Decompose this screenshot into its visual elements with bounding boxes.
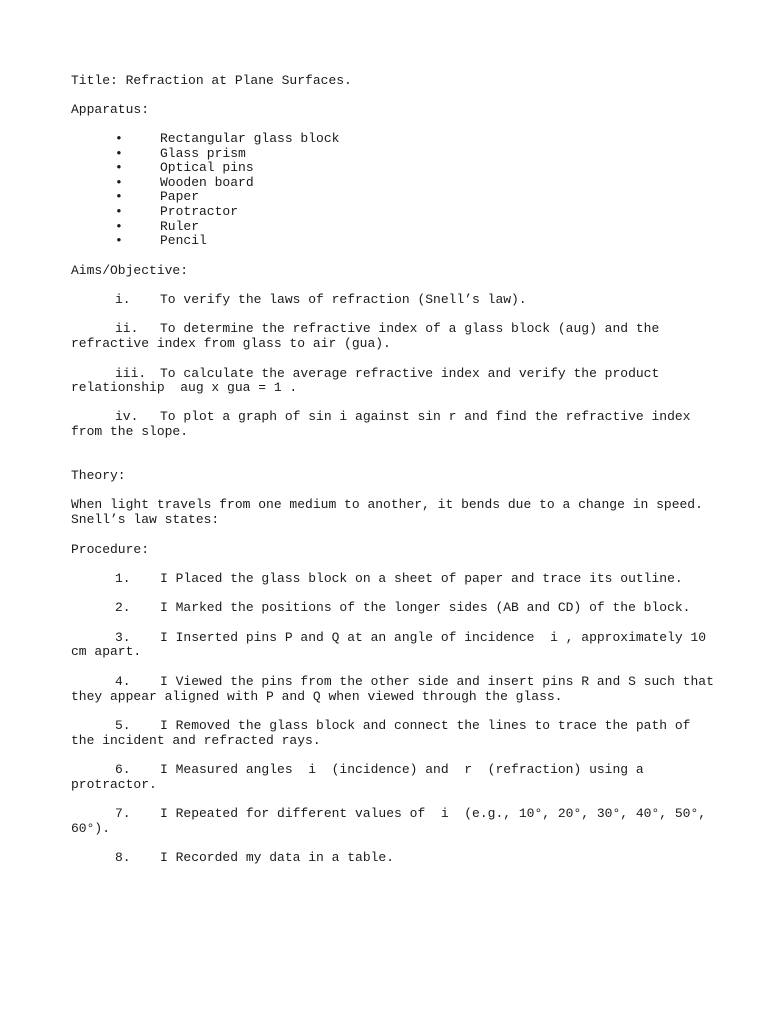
bullet-icon: • bbox=[115, 219, 123, 234]
step-marker: 5. bbox=[115, 718, 131, 733]
bullet-icon: • bbox=[115, 189, 123, 204]
step-text-continued: the incident and refracted rays. bbox=[71, 733, 321, 748]
list-item: • Pencil bbox=[115, 233, 207, 248]
list-item: • Optical pins bbox=[115, 160, 254, 175]
step-text: I Marked the positions of the longer sides (AB and CD) of the block. bbox=[160, 600, 691, 615]
aim-text-continued: from the slope. bbox=[71, 424, 189, 439]
bullet-icon: • bbox=[115, 204, 123, 219]
list-item: • Ruler bbox=[115, 219, 200, 234]
aim-text-continued: relationship aug x gua = 1 . bbox=[71, 380, 298, 395]
document-title: Title: Refraction at Plane Surfaces. bbox=[71, 73, 352, 88]
step-text: I Recorded my data in a table. bbox=[160, 850, 395, 865]
step-text-continued: protractor. bbox=[71, 777, 157, 792]
step-text-continued: cm apart. bbox=[71, 644, 142, 659]
step-marker: 6. bbox=[115, 762, 131, 777]
bullet-icon: • bbox=[115, 175, 123, 190]
bullet-icon: • bbox=[115, 131, 123, 146]
bullet-icon: • bbox=[115, 233, 123, 248]
bullet-icon: • bbox=[115, 160, 123, 175]
list-item: • Rectangular glass block bbox=[115, 131, 340, 146]
step-marker: 8. bbox=[115, 850, 131, 865]
theory-text: When light travels from one medium to another, it bends due to a change in speed. bbox=[71, 497, 703, 512]
aim-marker: iv. bbox=[115, 409, 139, 424]
aim-text: To plot a graph of sin i against sin r and find the refractive index bbox=[160, 409, 691, 424]
aim-text: To calculate the average refractive index and verify the product bbox=[160, 366, 660, 381]
step-text: I Repeated for different values of i (e.g., 10°, 20°, 30°, 40°, 50°, bbox=[160, 806, 707, 821]
procedure-heading: Procedure: bbox=[71, 542, 150, 557]
step-marker: 1. bbox=[115, 571, 131, 586]
aim-marker: iii. bbox=[115, 366, 147, 381]
step-text-continued: they appear aligned with P and Q when viewed through the glass. bbox=[71, 689, 563, 704]
step-text: I Placed the glass block on a sheet of paper and trace its outline. bbox=[160, 571, 683, 586]
step-marker: 3. bbox=[115, 630, 131, 645]
step-text: I Inserted pins P and Q at an angle of incidence i , approximately 10 bbox=[160, 630, 707, 645]
theory-text-continued: Snell’s law states: bbox=[71, 512, 220, 527]
apparatus-heading: Apparatus: bbox=[71, 102, 150, 117]
list-item: • Paper bbox=[115, 189, 200, 204]
step-marker: 4. bbox=[115, 674, 131, 689]
step-text: I Measured angles i (incidence) and r (refraction) using a bbox=[160, 762, 644, 777]
aim-text: To determine the refractive index of a glass block (aug) and the bbox=[160, 321, 660, 336]
aim-marker: i. bbox=[115, 292, 131, 307]
aim-marker: ii. bbox=[115, 321, 139, 336]
list-item: • Glass prism bbox=[115, 146, 246, 161]
theory-heading: Theory: bbox=[71, 468, 126, 483]
step-marker: 7. bbox=[115, 806, 131, 821]
aims-heading: Aims/Objective: bbox=[71, 263, 189, 278]
list-item: • Wooden board bbox=[115, 175, 254, 190]
aim-text: To verify the laws of refraction (Snell’s law). bbox=[160, 292, 527, 307]
step-text: I Viewed the pins from the other side and insert pins R and S such that bbox=[160, 674, 714, 689]
bullet-icon: • bbox=[115, 146, 123, 161]
aim-text-continued: refractive index from glass to air (gua). bbox=[71, 336, 391, 351]
step-text-continued: 60°). bbox=[71, 821, 111, 836]
list-item: • Protractor bbox=[115, 204, 239, 219]
step-text: I Removed the glass block and connect the lines to trace the path of bbox=[160, 718, 691, 733]
step-marker: 2. bbox=[115, 600, 131, 615]
